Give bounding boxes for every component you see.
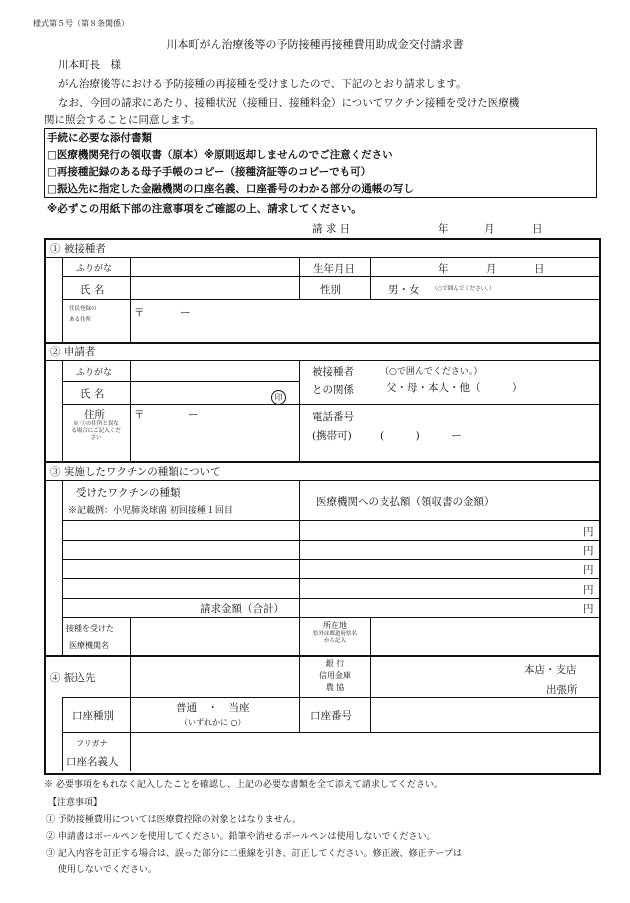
recipient-address-label: 住民登録の ある住所	[69, 306, 97, 323]
relation-label-1: 被接種者	[312, 366, 354, 378]
recipient-furigana-label: ふりがな	[76, 264, 113, 274]
applicant-name-field[interactable]	[131, 382, 271, 404]
recipient-furigana-field[interactable]	[131, 258, 298, 276]
bank-name-field[interactable]	[131, 657, 298, 697]
branch-name-field[interactable]	[371, 657, 521, 697]
clinic-location-field[interactable]	[371, 618, 597, 655]
account-number-label: 口座番号	[310, 710, 352, 722]
vaccine-row-1[interactable]	[63, 521, 298, 540]
note-item: 使用しないでください。	[46, 865, 157, 875]
note-item: ③ 記入内容を訂正する場合は、誤った部分に二重線を引き、訂正してください。修正液、修正テープは	[46, 849, 463, 859]
recipient-name-label: 氏 名	[80, 284, 105, 296]
recipient-sex-value[interactable]: 男・女	[388, 284, 420, 296]
yen-unit: 円	[583, 564, 594, 576]
yen-unit: 円	[583, 603, 594, 615]
yen-unit: 円	[583, 584, 594, 596]
branch-type-1: 本店・支店	[524, 664, 577, 676]
form-number: 様式第５号（第８条関係）	[33, 19, 129, 28]
section-3-title: ③ 実施したワクチンの種類について	[50, 466, 221, 478]
relation-value[interactable]: 父・母・本人・他（ ）	[386, 382, 523, 394]
account-type-note: （いずれかに ○）	[180, 718, 246, 727]
document-item: □医療機関発行の領収書（原本）※原則返却しませんのでご注意ください	[47, 149, 393, 161]
recipient-sex-label: 性別	[320, 284, 341, 296]
intro-line-2: なお、今回の請求にあたり、接種状況（接種日、接種料金）についてワクチン接種を受けた医療機	[58, 97, 520, 109]
account-holder-label: 口座名義人	[66, 756, 119, 768]
total-amount-label: 請求金額（合計）	[200, 603, 284, 615]
phone-label-1: 電話番号	[312, 411, 354, 423]
branch-type-2: 出張所	[546, 684, 578, 696]
relation-label-2: との関係	[312, 384, 354, 396]
applicant-name-label: 氏 名	[80, 388, 105, 400]
account-type-label: 口座種別	[72, 710, 114, 722]
recipient-address-field[interactable]	[131, 300, 597, 342]
document-item: □再接種記録のある母子手帳のコピー（接種済証等のコピーでも可）	[47, 166, 372, 178]
clinic-name-field[interactable]	[131, 618, 298, 655]
applicant-furigana-field[interactable]	[131, 361, 298, 381]
total-amount-field[interactable]	[300, 599, 580, 617]
recipient-dob-year[interactable]: 年	[438, 263, 449, 275]
account-holder-field[interactable]	[131, 733, 597, 771]
clinic-label-1: 接種を受けた	[66, 624, 114, 633]
recipient-postal-dash: ー	[180, 307, 191, 319]
section-4-title: ④ 振込先	[50, 672, 96, 684]
recipient-dob-month[interactable]: 月	[486, 263, 497, 275]
payment-header: 医療機関への支払額（領収書の金額）	[316, 496, 495, 508]
vaccine-row-3[interactable]	[63, 560, 298, 578]
documents-note: ※必ずこの用紙下部の注意事項をご確認の上、請求してください。	[47, 203, 362, 215]
phone-field[interactable]: ( ) ー	[380, 430, 462, 442]
request-date-month[interactable]: 月	[484, 223, 495, 235]
vaccine-example: ※記載例：小児肺炎球菌 初回接種１回目	[68, 506, 233, 516]
location-label: 所在地 県外は都道府県名 から記入	[312, 621, 357, 644]
recipient-sex-note: （○で囲んでください。）	[432, 286, 495, 292]
request-date-year[interactable]: 年	[438, 223, 449, 235]
relation-note: （○で囲んでください。）	[380, 367, 483, 377]
notes-title: 【注意事項】	[48, 798, 103, 808]
section-2-title: ② 申請者	[50, 346, 96, 358]
phone-label-2: (携帯可)	[312, 430, 352, 442]
recipient-dob-label: 生年月日	[313, 263, 355, 275]
seal-mark: 印	[271, 385, 286, 405]
section-1-title: ① 被接種者	[50, 243, 106, 255]
applicant-address-label: 住所	[84, 409, 105, 421]
bank-type-labels: 銀 行 信用金庫 農 協	[319, 659, 351, 692]
account-number-field[interactable]	[371, 698, 597, 732]
clinic-label-2: 医療機関名	[69, 641, 109, 650]
recipient-postal-mark: 〒	[134, 307, 145, 319]
vaccine-type-header: 受けたワクチンの種類	[76, 487, 181, 499]
recipient-name-field[interactable]	[131, 277, 298, 299]
request-date-day[interactable]: 日	[532, 223, 543, 235]
page-title: 川本町がん治療後等の予防接種再接種費用助成金交付請求書	[166, 38, 464, 51]
applicant-postal-dash: ー	[188, 409, 199, 421]
document-item: □振込先に指定した金融機関の口座名義、口座番号のわかる部分の通帳の写し	[47, 183, 414, 195]
account-type-value[interactable]: 普通 ・ 当座	[176, 702, 250, 714]
note-item: ① 予防接種費用については医療費控除の対象とはなりません。	[46, 815, 302, 825]
applicant-postal-mark: 〒	[134, 409, 145, 421]
applicant-furigana-label: ふりがな	[76, 368, 113, 378]
note-item: ② 申請書はボールペンを使用してください。鉛筆や消せるボールペンは使用しないでください。	[46, 832, 436, 842]
yen-unit: 円	[583, 526, 594, 538]
holder-kana-label: フリガナ	[76, 739, 108, 748]
documents-heading: 手続に必要な添付書類	[47, 132, 152, 144]
confirmation-note: ※ 必要事項をもれなく記入したことを確認し、上記の必要な書類を全て添えて請求してください。	[44, 780, 443, 790]
intro-line-3: 関に照会することに同意します。	[44, 114, 201, 126]
intro-line-1: がん治療後等における予防接種の再接種を受けましたので、下記のとおり請求します。	[58, 78, 467, 90]
applicant-address-field[interactable]	[131, 405, 298, 461]
vaccine-row-2[interactable]	[63, 541, 298, 559]
applicant-address-note: ※ ①の住所と異な る場合にご記入くだ さい	[71, 421, 121, 441]
yen-unit: 円	[583, 545, 594, 557]
request-date-label: 請 求 日	[312, 223, 351, 235]
addressee: 川本町長 様	[58, 59, 121, 71]
vaccine-row-4[interactable]	[63, 579, 298, 598]
recipient-dob-day[interactable]: 日	[534, 263, 545, 275]
